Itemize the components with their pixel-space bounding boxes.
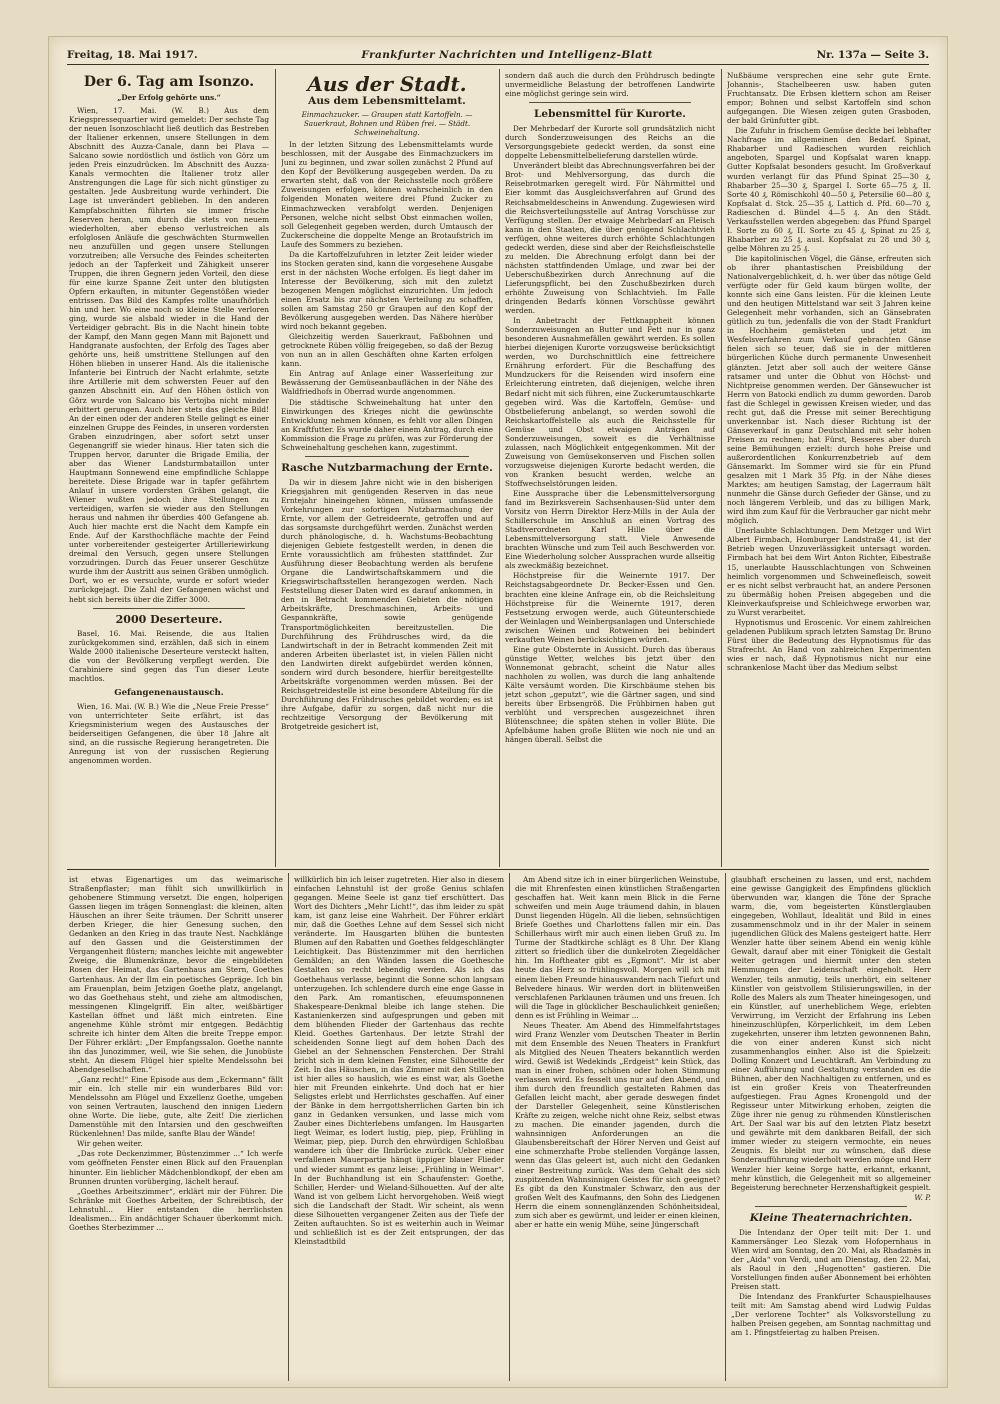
article-paragraph: Da die Kartoffelzufuhren in letzter Zeit leider wieder ins Stocken geraten sind, kann die vorgesehene Ausgabe erst in der nächsten Woche erfolgen. Es liegt daher im Interesse der Bevölkerung, sich mit den zuletzt bezogenen Mengen möglichst einzurichten. Um jedoch einen Ersatz bis zur nächsten Verteilung zu schaffen, sollen am Samstag 250 gr Graupen auf den Kopf der Bevölkerung ausgegeben werden. Das Nähere hierüber wird noch bekannt gegeben. [281,249,493,332]
article-subhead: Aus dem Lebensmittelamt. [308,95,466,107]
article-paragraph: Wir gehen weiter. [77,1139,143,1149]
article-paragraph: Hypnotismus und Eroscenic. Vor einem zahlreichen geladenen Publikum sprach letzten Samstag Dr. Bruno Fürst über die Bedeutung des Hypnotismus für das Strafrecht. An Hand von zahlreichen Experimenten wies er nach, daß Hypnotismus nicht nur eine schrankenlose Macht über das Medium selbst [727,617,931,673]
article-paragraph: ist etwas Eigenartiges um das weimarische Straßenpflaster; man fühlt sich unwillkürlich in gehobenere Stimmung versetzt. Die engen, holperigen Gassen liegen im trägen Sonnenglast: die kleinen, alten Häuschen an ihrer Seite träumen. Der Schritt unserer derben Krieger, die hier Genesung suchen, den Gedanken an den Krieg in das traute Nest. Nachklänge auf den Gassen und die Geisterstimmen der Vergangenheit flüstern; manches leichte mit angewebter Zweige, die Blumenkränze, bevor die eingebildeten Rosen der Heimat, das Gartenhaus am Stern, Goethes Gartenhaus. An der Ilm ein poetisches Gepräge. Ich bin am Frauenplan, beim Jetzigen Goethe platz, angelangt, wo das Goethehaus steht, und ziehe am altmodischen, messingenen Klingelgriff. Ein alter, weißbärtiger Kastellan öffnet und läßt mich eintreten. Eine angenehme Kühle strömt mir entgegen. Bedächtig schreite ich hinter dem Alten die breite Treppe empor. Der Führer erklärt: „Der Empfangssalon. Goethe nannte ihn das Junozimmer, weil, wie Sie sehen, die Junobüste steht. An diesem Flügel hier spielte Mendelssohn bei Abendgesellschaften.“ [69,875,283,1074]
article-paragraph: In der letzten Sitzung des Lebensmittelamts wurde beschlossen, mit der Ausgabe des Einmachzuckers im Juni zu beginnen, und zwar sollen zunächst 2 Pfund auf den Kopf der Bevölkerung ausgegeben werden. Da zu erwarten steht, daß von der Reichsstelle noch größere Zuweisungen erfolgen, können wahrscheinlich in den folgenden Monaten weitere drei Pfund Zucker zu Einmachzwecken verabfolgt werden. Denjenigen Personen, welche nicht selbst Obst einmachen wollen, soll Gelegenheit gegeben werden, durch Umtausch der Zuckerscheine die doppelte Menge an Brotaufstrich im Laufe des Sommers zu beziehen. [281,140,493,249]
article-paragraph: Höchstpreise für die Weinernte 1917. Der Reichstagsabgeordnete Dr. Becker-Essen und Gen. brachten eine kleine Anfrage ein, ob die Reichsleitung Höchstpreise für die Weinernte 1917, deren Festsetzung erwogen werde, auch Güteunterschiede der Weinlagen und Weinbergsanlagen und Unterschiede zwischen Weinen und Rotweinen bei bebindert verkauften Weinen berücksichtigen würden. [505,571,715,644]
article-paragraph: Eine gute Obsternte in Aussicht. Durch das überaus günstige Wetter, welches bis jetzt über den Wonnemonat gebracht, scheint die Natur alles nachholen zu wollen, was durch die lang anhaltende Kälte versäumt worden. Die Kirschbäume stehen bis jetzt schon „geputzt“, wie die Gärtner sagen, und sind bereits über Erbsengröß. Die Frühbirnen haben gut verblüht und versprechen ausgezeichnet ihren Blütenschnee; die späten stehen in voller Blüte. Die Apfelbäume haben große Blüten wie noch nie und an hängen überall. Selbst die [505,644,715,745]
headline-kurorte: Lebensmittel für Kurorte. [534,108,686,121]
feuilleton-column [69,875,283,1381]
column-divider [275,69,276,867]
feuilleton-column [731,875,931,1381]
issue-date: Freitag, 18. Mai 1917. [67,48,198,61]
newspaper-page [48,36,948,1388]
article-paragraph: Da wir in diesem Jahre nicht wie in den bisherigen Kriegsjahren mit genügenden Reserven in das neue Erntejahr hineingehen können, müssen umfassende Vorkehrungen zur sofortigen Nutzbarmachung der Ernte, vor allem der Getreideernte, getroffen und auf das sorgsamste durchgeführt werden. Zunächst werden durch phänologische, d. h. Wachstums-Beobachtung diejenigen Gebiete festgestellt werden, in denen die Ernte voraussichtlich am frühesten stattfindet. Zur Ausführung dieser Beobachtung werden als berufene Organe die Landwirtschaftskammern und die Kriegswirtschaftsstellen herangezogen werden. Nach Feststellung dieser Daten wird es darauf ankommen, in den in Betracht kommenden Gebieten die nötigen Arbeitskräfte, Dreschmaschinen, Arbeits- und Gespannkräfte, sowie genügende Transportmöglichkeiten bereitzustellen. Die Durchführung des Frühdrusches wird, da die Landwirtschaft in der in Betracht kommenden Zeit mit anderen Arbeiten überlastet ist, in vielen Fällen nicht den Landwirten direkt aufgebürdet werden können, sondern wird durch besondere, hierfür bereitgestellte Arbeitskräfte vorgenommen werden müssen. Bei der Reichsgetreidestelle ist eine besondere Abteilung für die Durchführung des Frühdrusches gebildet worden; es ist ihre Aufgabe, dafür zu sorgen, daß nicht nur die rechtzeitige Versorgung der Bevölkerung mit Brotgetreide gesichert ist, [281,477,493,732]
column-divider [509,873,510,1381]
article-paragraph: glaubhaft erscheinen zu lassen, und erst, nachdem eine gewisse Gangigkeit des Empfindens glücklich überwunden war, klangen die Töne der Sprache warm, die, vom begeisterten Künstlerglauben eingegeben, Wohllaut, Idealität und Bild in eines zusammenschmolz und in ihr der Maler in seinem jugendlichen Glück des Malens gesteigert hatte. Herr Wenzler hatte über seinem Abend ein wenig kühle Gewalt, darauf aber mit einer Tönigkeit die Gestalt weiter getragen und hiermit unter den steten Hemmungen der Leidenschaft eingeholt. Herr Wenzler, teils anmutig, teils unerhört, ein seltener Künstler von geistvollem Stilisierungswillen, in der Rolle des Malers als zum Theater hineingesogen, und ein Künstler, auf unerheblichem Wege, erlebten Verwirrung, im Verzicht der Erfahrung ins Leben hineinzuschlüpfen, Körperlichkeit, im dem Leben zugekehrten, unserer ihm letzten gewonnenen Bahn, die von einer anderen Kunst sich nicht zusammenhanglos einher. Also ist die Spielzeit: Dolling Konzert und Leuchtkraft. Am Verbindung zu einer Aufführung und Gestaltung verstanden es die Bühnen, aber den Nachhaltigen zu entfernen, und es ist ein großer Kreis von Theaterfreunden aufgestiegen. Frau Agnes Kronengold und der Regisseur unter Mitwirkung erhoben, zeigten die Züge ihrer nie genug zu rühmenden Künstlerischen Art. Der Saal war bis auf den letzten Platz besetzt und gewährte mit dem dankbaren Beifall, der sich immer wieder zu steigern vermochte, ein neues Zeugnis. Es bleibt nur zu wünschen, daß diese Sonderaufführung wiederholt werden möge und Herr Wenzler hier keine Sorge hatte, erkannt, erkannt, mehr künstlich, die Gelegenheit mit so allgemeiner Begeisterung berechneter Herzenshaftigkeit gespielt. [731,875,931,1192]
divider [305,456,469,457]
article-column [281,71,493,865]
article-paragraph: Wien, 16. Mai. (W. B.) Wie die „Neue Freie Presse“ von unterrichteter Seite erfährt, ist das Kriegsministerium wegen des Austausches der beiderseitigen Gefangenen, die über 18 Jahre alt sind, an die russische Regierung herangetreten. Die Anregung ist von der russischen Regierung angenommen worden. [69,701,269,766]
article-paragraph: „Ganz recht!“ Eine Episode aus dem „Eckermann“ fällt mir ein. Ich stelle mir ein wunderbares Bild vor: Mendelssohn am Flügel und Exzellenz Goethe, umgeben von seinen Vertrauten, lauschend den innigen Liedern ohne Worte. Die liebe, gute, alte Zeit! Die zierlichen Damenstühle mit den Intarsien und den geschweiften Rückenlehnen! Das milde, sanfte Blau der Wände! [69,1075,283,1139]
feuilleton-column [515,875,720,1381]
column-divider [721,69,722,867]
article-paragraph: Die kapitolinischen Vögel, die Gänse, erfreuten sich ob ihrer phantastischen Preisbildung der Nationalvergeblichkeit, d. h. wer über das nötige Geld verfügte oder für Geld kaum bürgen wollte, der konnte sich eine Gans leisten. Für die kleinen Leute und den heutigen Mittelstand war seit 3 Jahren keine Gelegenheit mehr vorhanden, sich an Gänsebraten gütlich zu tun, jedenfalls die von der Stadt Frankfurt in Hochheim gemästeten und jetzt im Wesfelsverfahren zum Verkauf gebrachten Gänse fielen sich so teuer, daß sie in der mittleren bürgerlichen Küche durch permanente Unwesenheit glänzten. Jetzt aber soll auch der weitere Gänse ratsamer und unter die Obhut von Höchst- und Nichtpreise genommen werden. Der Gänsewucher ist Herrn von Batocki endlich zu dumm geworden. Darob fast die Schlegel in gewissen Kreisen wieder, und das recht gut, daß die Presse mit seiner Berechtigung unverkennbar ist. Nach dieser Richtung ist der Gänseverkauf in ganz Deutschland mit sehr hohen Preisen zu rechnen; hat Fürst, Besseres aber durch seine Bemühungen erzielt: durch hohe Preise und außerordentlichen Konkurrenzbetrieb auf dem Gänsemarkt. Im Sommer wird sie für ein Pfund gesalzen mit 1 Mark 35 Pfg. in der Nähe dieses Marktes; am heutigen Samstag, der Lagerraum hält nunmehr die Gänse durch Gefieder der Gänse, und zu noch längerem Verbleib, und das zu billigen Mark, wird ihm zum Kauf für die Verbraucher gar nicht mehr möglich. [727,253,931,526]
article-paragraph: Nußbäume versprechen eine sehr gute Ernte. Johannis-, Stachelbeeren usw. haben guten Fruchtansatz. Die Erbsen klettern schon am Reiser empor; Bohnen und selbst Kartoffeln sind schon aufgegangen. Die Wiesen zeigen guten Grasboden, der bald Grünfutter gibt. [727,71,931,126]
article-paragraph: Basel, 16. Mai. Reisende, die aus Italien zurückgekommen sind, erzählen, daß sich in einem Walde 2000 italienische Deserteure versteckt halten, die von der Bevölkerung verpflegt werden. Die Carabiniere sind gegen das Tun dieser Leute machtlos. [69,628,269,683]
headline-theaternachrichten: Kleine Theaternachrichten. [749,1211,913,1224]
article-paragraph: Die Zufuhr in frischem Gemüse deckte bei lebhafter Nachfrage im allgemeinen den Bedarf. Spinat, Rhabarber und Radieschen wurden reichlich angeboten, Spargel und Kopfsalat waren knapp. Gutter Kopfsalat besonders gesucht. Im Großverkauf wurden verlangt für das Pfund Spinat 25—30 ₰, Rhabarber 25—30 ₰, Spargel I. Sorte 65—75 ₰, II. Sorte 40 ₰, Römischkohl 40—50 ₰, Petersilie 60—80 ₰, Kopfsalat d. Stck. 25—35 ₰, Lattich d. Pfd. 60—70 ₰, Radieschen d. Bündel 4—5 ₰. An den Städt. Verkaufsstellen werden abgegeben: das Pfund Spargel I. Sorte zu 60 ₰, II. Sorte zu 45 ₰, Spinat zu 25 ₰, Rhabarber zu 25 ₰, ausl. Kopfsalat zu 28 und 30 ₰, gelbe Möhren zu 25 ₰. [727,126,931,253]
article-paragraph: Die Intendanz des Frankfurter Schauspielhauses teilt mit: Am Samstag abend wird Ludwig Fuldas „Der verlorene Tochter“ als Volksvorstellung zu halben Preisen gegeben, am Sonntag nachmittag und am 1. Pfingstfeiertag zu halben Preisen. [731,1292,931,1338]
article-paragraph: Unverändert bleibt das Abrechnungsverfahren bei der Brot- und Mehlversorgung, das durch die Reisebrotmarken geregelt wird. Für Nährmittel und Eier kommt das Ausgleichsverfahren auf Grund des Reichsabmeldescheins in Anwendung. Zugewiesen wird die Reichsverteilungsstelle auf Antrag Vorschüsse zur Verfügung stellen. Der etwaige Mehrbedarf an Fleisch kann in den Staaten, die über genügend Schlachtvieh verfügen, ohne weiteres durch erhöhte Schlachtungen gedeckt werden, diese sind aber der Reichsfleischstelle zu melden. Die Abrechnung erfolgt dann bei der nächsten stattfindenden Umlage, und zwar bei der Ueberschußbezirken durch Anrechnung auf die Lieferungspflicht, bei den Zuschußbezirken durch erhöhte Zuweisung von Schlachtvieh. Im Falle dringenden Bedarfs können Vorschüsse gewährt werden. [505,161,715,316]
article-column [69,71,269,865]
newspaper-title: Frankfurter Nachrichten und Intelligenz-Blatt [361,48,653,61]
article-paragraph: „Goethes Arbeitszimmer“, erklärt mir der Führer. Die Schränke mit Goethes Arbeiten, der Schreibtisch, der Lehnstuhl... Hier entstanden die herrlichsten Idealismen... Ein andächtiger Schauer überkommt mich. Goethes Sterbezimmer ... [69,1186,283,1232]
article-column [727,71,931,865]
article-paragraph: Wien, 17. Mai. (W. B.) Aus dem Kriegspressequartier wird gemeldet: Der sechste Tag der neuen Isonzoschlacht ließ deutlich das Bestreben der Italiener erkennen, unsere Stellungen in dem Abschnitt des Auzza-Canale, dann bei Plava — Salcano sowie nordöstlich und östlich von Görz um jeden Preis einzudrücken. Im Abschnitt des Auzza-Kanals vermochten die Italiener trotz aller Anstrengungen die Lage für sich nicht günstiger zu gestalten. Jede Ausbreitung wurde verhindert. Die Lage ist unverändert geblieben. In den anderen Kampfabschnitten führten sie immer frische Reserven heran, um durch die stets von neuem wiederholten, aber ebenso verlustreichen als erfolglosen Anläufe die geschwächten Sturmwellen neu anzufüllen und gegen unsere Stellungen vorzutreiben; alle Versuche des Feindes scheiterten jedoch an der Tapferkeit und Zähigkeit unserer Truppen, die ihren Gegnern jeden Vorteil, den diese für eine kurze Spanne Zeit unter den blutigsten Opfern erkauften, in mitunter Gegenstößen wieder entrissen. Das Bild des Kampfes rollte unaufhörlich hin und her. Wo eine noch so kleine Stelle verloren ging, wurde sie alsbald wieder in die Hand der Verteidiger gebracht. Bis in die Nacht hinein tobte der Kampf, den Mann gegen Mann mit Bajonett und Handgranate ausfochten, der Erfolg des Tages aber gehörte uns, heiß umstrittene Stellungen auf den Höhen blieben in unserer Hand. Als die italienische Infanterie bei Eintruch der Nacht erlahmte, setzte ihre Artillerie mit dem schwersten Feuer auf den ganzen Abschnitt ein. Auf den Höhen östlich von Görz wurde von Salcano bis Vertojba nicht minder erbittert gerungen. Auch hier stets das gleiche Bild! An der einen oder der anderen Stelle gelingt es einer einzelnen Gruppe des Feindes, in unseren vordersten Graben einzudringen, aber sofort setzt unser Gegenangriff sie wieder hinaus. Hier taten sich die Truppen hervor, darunter die Brigade Emilia, der aber das Wiener Landsturmbataillon unter Hauptmann Sonnewend eine empfindliche Schlappe bereitete. Diese Brigade war in tapfer gefährtem Anlauf in unsere vordersten Gräben gelangt, die Wiener wußten jedoch ihre Stellungen zu verteidigen, warfen sie wieder aus den Stellungen heraus und nahmen ihr überdies 400 Gefangene ab. Auch hier machte erst die Nacht dem Kampfe ein Ende. Auf der Karsthochfläche machte der Feind unter vorbereitender gesteigerter Artilleriewirkung dreimal den Versuch, gegen unsere Stellungen vorzudringen. Durch das Feuer unserer Geschütze wurde ihm der Austritt aus seinen Gräben unmöglich. Dort, wo er es versuchte, wurde er sofort wieder zurückgejagt. Die Zahl der Gefangenen wächst und hebt sich bereits über die Ziffer 3000. [69,106,269,604]
headline-ernte: Rasche Nutzbarmachung der Ernte. [281,461,493,474]
divider [93,608,245,609]
divider [755,1206,907,1207]
article-paragraph: willkürlich bin ich leiser zugetreten. Hier also in diesem einfachen Lehnstuhl ist der große Genius schlafen gegangen. Meine Seele ist ganz tief erschüttert. Das Wort des Dichters „Mehr Licht!“, das ihm leider zu spät kam, ist ganz leise eine Wahrheit. Der Führer erklärt mir, daß die Goethes Lehne auf dem Sessel sich nicht veränderte. Im Hausgarten blühen die buntesten Blumen auf den Rabatten und Goethes feldgeschlängter Leichtigkeit. Das Büstenzimmer mit den herrlichen Gemälden; an den Wänden lassen die Goethesche Gestalten so recht lebendig werden. Als ich das Goethehaus verlasse, beginnt die Sonne schon langsam unterzugehen. Ich schlendere durch eine enge Gasse in den Park. Am romantischen, efeuumsponnenen Shakespeare-Denkmal bleibe ich lange stehen. Die Kastanienkerzen sind aufgesprungen und geben mit dem blühenden Flieder der Gartenhaus das rechte Kleid. Goethes Gartenhaus. Der letzte Strahl der scheidenden Sonne liegt auf dem hohen Dach des Giebel an der Sehnenschen Fensterchen. Der Strahl bricht sich in dem kleinen Fenster, eine Silhouette der Zeit. In das Häuschen, in das Zimmer mit den Stillleben ist hier alles so hauslich, wie es einst war, als Goethe hier mit Freunden einkehrte. Und doch hat er hier Seligstes erlebt und Herrlichstes geschaffen. Auf einer der Bänke in dem herrgottsherrlichen Garten bin ich ganz in Gedanken versunken, und lasse mich vom Zauber eines Dichterlebens umfangen. Im Hausgarten liegt Weimar, es lodert lustig, piep, piep, Frühling in Weimar, piep, piep. Durch den ehrwürdigen Schloßbau wandere ich über die Ilmbrücke zurück. Ueber einer verfallenen Mauerpartie hängt üppiger blauer Flieder und wieder summt es ganz leise: „Frühling in Weimar“. In der Buchhandlung ist ein Schaufenster: Goethe, Schiller, Herder- und Wieland-Silhouetten. Auf der alte Wand ist von gelbem Licht hervorgehoben. Weiß wiegt sich die Landschaft der Stadt. Wir scheint, als wenn diese Silhouetten vergangener Zeiten aus der Tiefe der Zeiten auftauchten. So ist es weiterhin auch in Weimar und schließlich ist es der Zeit entsprungen, der das Kleinstadtbild [294,875,504,1246]
section-divider [67,869,929,870]
article-paragraph: Neues Theater. Am Abend des Himmelfahrtstages wird Franz Wenzler vom Deutschen Theater in Berlin mit dem Ensemble des Neuen Theaters in Frankfurt als Mitglied des Neuen Theaters bekanntlich werden wird. Gewiß ist Wedekinds „Erdgeist“ kein Stück, das man in einer frohen, schönen oder hohen Stimmung verlassen wird. Es fesselt uns nur auf den Abend, und ihm durch den freundlich gestalteten Rahmen das Gefallen leicht macht, aber gerade deswegen findet der Darsteller Gelegenheit, seine Künstlerischen Kräfte zu zeigen, welche nicht ohne Reiz, selbst etwas zu machen. Die einander jagenden, durch die wahnsinnigen Anforderungen an die Glaubensbereitschaft der Hörer Nerven und Geist auf eine schmerzhafte Probe stellenden Vorgänge lassen, wenn das Glas geleert ist, auch nicht den Gedanken einer Bestreitung zurück. Was dem Gehalt des sich zuspitzenden Wahnsinnigen Geistes für sich geeignet? Es gibt da den Kunstmaler Schwarz, den aus der großen Welt des Kaufmanns, den Sohn des Liedgenen Herrn die einem sonnenglänzenden Schönheitsideal, zum sich aber es gewürmt, und leider er einen kleinen, aber er hatte ein wenig Mühe, seine Jüngerschaft [515,1020,720,1229]
article-paragraph: Ein Antrag auf Anlage einer Wasserleitung zur Bewässerung der Gemüseanbauflächen in der Nähe des Waldfriedhofs in Oberrad wurde angenommen. [281,369,493,397]
article-paragraph: sondern daß auch die durch den Frühdrusch bedingte unvermeidliche Belastung der betroffenen Landwirte eine möglichst geringe sein wird. [505,71,715,99]
masthead [67,45,929,65]
column-divider [499,69,500,867]
article-paragraph: Der Mehrbedarf der Kurorte soll grundsätzlich nicht durch Sonderzuweisungen des Reichs an die Versorgungsgebiete gedeckt werden, da sonst eine doppelte Lebensmittelbelieferung darstellen würde. [505,124,715,161]
section-headline: Aus der Stadt. [307,72,467,96]
article-paragraph: Gleichzeitig werden Sauerkraut, Faßbohnen und getrocknete Rüben völlig freigegeben, so daß der Bezug von nun an in allen Geschäften ohne Karten erfolgen kann. [281,332,493,369]
column-divider [725,873,726,1381]
article-paragraph: Die Intendanz der Oper teilt mit: Der 1. und Kammersänger Leo Slezak vom Hofopernhaus in Wien wird am Sonntag, den 20. Mai, als Rhadamès in der „Aida“ von Verdi, und am Dienstag, den 22. Mai, als Raoul in den „Hugenotten“ gastieren. Die Vorstellungen finden außer Abonnement bei erhöhten Preisen statt. [731,1227,931,1291]
article-paragraph: Am Abend sitze ich in einer bürgerlichen Weinstube, die mit Ehrenfesten einen künstlichen Straßengarten geschaffen hat. Weit kann mein Blick in die Ferne schweifen und mein Auge träumend dahin, in blauen Dunst liegenden Hügeln. All die lieben, sehnsüchtigen Briefe Goethes und Charlottens fallen mir ein. Das Schillerhaus wirft mir auch einen lieben Gruß zu. Im Turme der Stadtkirche schlägt es 8 Uhr. Der Klang zittert so friedlich über die dunkelroten Ziegeldächer hin. Im Hoftheater gibt es „Egmont“. Mir ist aber heute das Herz so frühlingsvoll. Morgen will ich mit einem lieben Freunde hinauswandern nach Tiefurt und Belvedere hinaus. Wir werden dort in blütenweißen verschlafenen Parklaunen träumen und uns freuen. Ich will die Tage in glücklicher Beschaulichkeit genießen; denn es ist Frühling in Weimar ... [515,875,720,1020]
headline-isonzo: Der 6. Tag am Isonzo. [83,74,255,90]
kicker: „Der Erfolg gehörte uns.“ [117,93,221,102]
divider [529,102,691,103]
column-divider [288,873,289,1381]
author-signature: W. P. [914,1192,931,1202]
article-paragraph: Die städtische Schweinehaltung hat unter den Einwirkungen des Krieges nicht die gewünschte Entwicklung nehmen können, es fehlt vor allen Dingen an Kraftfutter. Es wurde daher einem Antrag, durch eine Kommission die Frage zu prüfen, was zur Förderung der Schweinehaltung geschehen kann, zugestimmt. [281,397,493,452]
headline-deserteure: 2000 Deserteure. [115,612,223,626]
headline-gefangenenaustausch: Gefangenenaustausch. [114,687,224,698]
issue-number: Nr. 137a — Seite 3. [816,48,929,61]
article-paragraph: Unerlaubte Schlachtungen. Dem Metzger und Wirt Albert Firmbach, Homburger Landstraße 41, ist der Betrieb wegen Unzuverlässigkeit untersagt worden. Firmbach hat bei dem Wirt Anton Richter, Eibestraße 15, unerlaubte Hausschlachtungen von Schweinen heimlich vorgenommen und Schweinefleisch, soweit er es nicht selbst verbraucht hat, an andere Personen zu übermäßig hohen Preisen abgegeben und die Kleinverkaufspreise und Schleichwege erworben war, zu Wurst verarbeitet. [727,526,931,617]
article-paragraph: Eine Aussprache über die Lebensmittelversorgung fand im Bezirksverein Sachsenhausen-Süd unter dem Vorsitz von Herrn Direktor Herz-Mills in der Aula der Schillerschule im Anschluß an einen Vortrag des Stadtverordneten Karl Hille über die Lebensmittelversorgung statt. Viele Anwesende brachten Wünsche und zum Teil auch Beschwerden vor. Eine Wiederholung solcher Aussprachen wurde allseitig als zweckmäßig bezeichnet. [505,489,715,571]
article-summary: Einmachzucker. — Graupen statt Kartoffeln. — Sauerkraut, Bohnen und Rüben frei. — Städt. Schweinehaltung. [301,110,473,138]
article-paragraph: In Anbetracht der Fettknappheit können Sonderzuweisungen an Butter und Fett nur in ganz besonderen Ausnahmefällen gewährt werden. Es sollen hierbei diejenigen Kurorte vorzugsweise berücksichtigt werden, wo Durchschnittlich eine fettreichere Ernährung erfordert. Für die Beschaffung des Mundzuckers für die Reisenden wird insofern eine Erleichterung eintreten, daß diejenigen, welche ihren Bedarf nicht mit sich führen, eine Zuckerumtauschkarte gegeben wird. Was die Kartoffeln, Gemüse- und Obstbelieferung anbelangt, so werden sowohl die Reichskartoffelstelle als auch die Reichsstelle für Gemüse und Obst etwaigen Anträgen auf Sonderzuweisungen, soweit es die Verhältnisse zulassen, nach Möglichkeit entgegenkommen. Mit der Zuweisung von Gemüsekonserven und Fischen sollen vorzugsweise diejenigen Kurorte bedacht werden, die von Kranken besucht werden, welche an Stoffwechselstörungen leiden. [505,316,715,488]
article-paragraph: „Das rote Deckenzimmer, Büstenzimmer ...“ Ich werfe vom geöffneten Fenster einen Blick auf den Frauenplan hinunter. Ein lieblicher Mädchenblondkopf, der eben am Brunnen drunten vorüberging, lächelt herauf. [69,1149,283,1186]
article-column [505,71,715,865]
feuilleton-column [294,875,504,1381]
